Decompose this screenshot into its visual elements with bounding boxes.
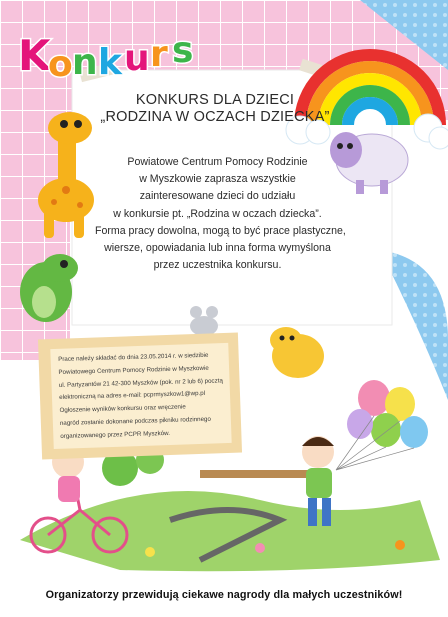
svg-text:s: s	[172, 30, 194, 71]
contest-description	[95, 154, 346, 274]
submission-note	[58, 349, 240, 444]
description-line: zainteresowane dzieci do udziału	[139, 190, 296, 203]
note-line: Powiatowego Centrum Pomocy Rodzinie w Myszkowie	[58, 364, 209, 376]
note-line: nagród zostanie dokonane podczas pikniku rodzinnego	[59, 415, 211, 427]
footer-prize-note: Organizatorzy przewidują ciekawe nagrody dla małych uczestników!	[45, 589, 403, 601]
svg-text:r: r	[150, 34, 168, 75]
note-line: organizowanego przez PCPR Myszków.	[60, 429, 171, 440]
svg-text:k: k	[98, 42, 122, 83]
svg-text:K: K	[18, 31, 51, 80]
description-line: Powiatowe Centrum Pomocy Rodzinie	[127, 156, 308, 168]
description-line: wiersze, opowiadania lub inna forma wymyślona	[104, 242, 331, 255]
balloons-illustration	[336, 380, 428, 470]
note-line: Ogłoszenie wyników konkursu oraz wręczenie	[59, 403, 186, 415]
headline-line-2: „RODZINA W OCZACH DZIECKA”	[100, 109, 330, 125]
svg-text:u: u	[124, 38, 150, 79]
description-line: Forma pracy dowolna, mogą to być prace plastyczne,	[95, 224, 346, 237]
note-line: Prace należy składać do dnia 23.05.2014 r. w siedzibie	[58, 351, 209, 363]
svg-text:o: o	[48, 44, 73, 85]
description-line: w Myszkowie zaprasza wszystkie	[139, 173, 296, 186]
headline	[85, 92, 345, 126]
svg-text:n: n	[72, 42, 98, 83]
note-line: elektroniczną na adres e-mail: pcprmyszkow1@wp.pl	[59, 390, 206, 402]
description-line: w konkursie pt. „Rodzina w oczach dziecka”.	[113, 207, 322, 220]
description-line: przez uczestnika konkursu.	[153, 259, 282, 272]
headline-line-1: KONKURS DLA DZIECI	[135, 92, 295, 108]
cat-illustration	[270, 327, 324, 378]
note-line: ul. Partyzantów 21 42-300 Myszków (pok. nr 2 lub 6) pocztą	[58, 377, 223, 389]
